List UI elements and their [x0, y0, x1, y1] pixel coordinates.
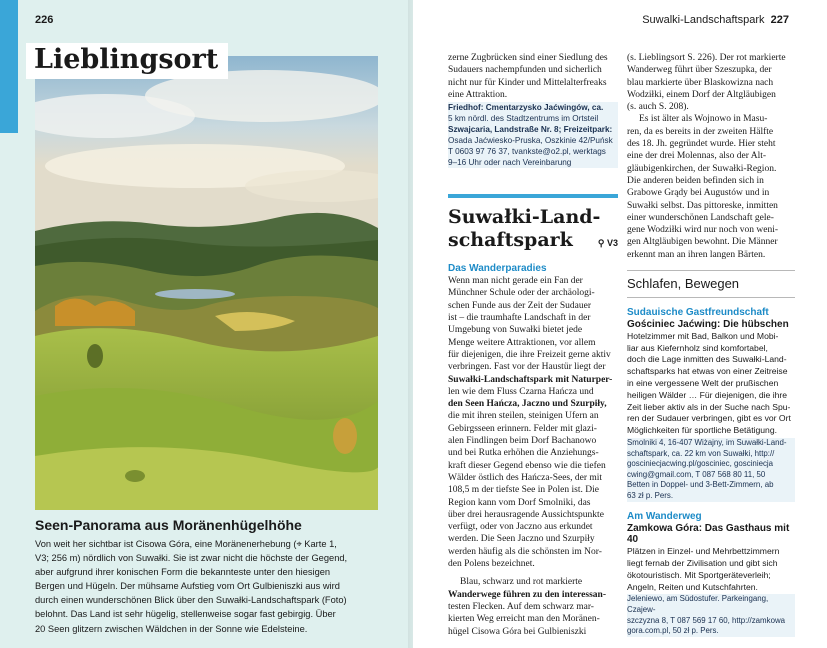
- column-2: [627, 52, 795, 637]
- column-1: [448, 52, 618, 638]
- text-line: hügel Cisowa Góra bei Gulbieniszki: [448, 626, 587, 637]
- info-line: schaftspark, ca. 22 km von Suwałki, http://: [627, 448, 775, 458]
- wanderweg-heading: Am Wanderweg: [627, 510, 702, 522]
- left-page-number: 226: [35, 14, 54, 26]
- info-line: 63 zł p. Pers.: [627, 490, 674, 500]
- text-line: einer wunderschönen Landschaft gele-: [627, 212, 774, 223]
- hill-landscape-image: [35, 56, 378, 510]
- gosciniec-info: [627, 438, 795, 502]
- text-line: Suwałki selbst. Das pittoreske, inmitten: [627, 200, 778, 211]
- text-line: liegt fernab der Zivilisation und gibt sich: [627, 557, 778, 568]
- text-line: Die anderen beiden befinden sich in: [627, 175, 764, 186]
- text-line: Wälder östlich des Hańcza-Sees, der mit: [448, 472, 603, 483]
- text-line: ökotouristisch. Mit Sportgeräteverleih;: [627, 569, 771, 580]
- text-line: Grabowe Grądy bei Augustów und in: [627, 188, 770, 199]
- text-line: Menge weitere Attraktionen, vor allem: [448, 337, 596, 348]
- text-line: Hotelzimmer mit Bad, Balkon und Mobi-: [627, 330, 779, 341]
- wanderwege-body-cont: [448, 589, 618, 638]
- text-line: kierten Weg erreicht man den Moränen-: [448, 614, 600, 625]
- intro-text: [448, 52, 618, 101]
- text-line: gene Wodziłki wird nur noch von weni-: [627, 225, 779, 236]
- text-line: gläubigenkirchen, der Suwałki-Region.: [627, 163, 777, 174]
- info-line: Jeleniewo, am Südostufer. Parkeingang, Czajew-: [627, 594, 769, 614]
- text-line: eine der drei Molennas, also der Alt-: [627, 151, 767, 162]
- text-line: testen Flecken. Auf dem schwarz mar-: [448, 601, 594, 612]
- section-rule: [448, 194, 618, 198]
- info-line: T 0603 97 76 37, tvankste@o2.pl, werktags: [448, 147, 606, 157]
- caption-heading: Seen-Panorama aus Moränenhügelhöhe: [35, 517, 302, 533]
- text-line: Gebirgsseen erinnern. Felder mit glazi-: [448, 423, 597, 434]
- text-line: Plätzen in Einzel- und Mehrbettzimmern: [627, 546, 780, 557]
- landscape-photo: [35, 56, 378, 510]
- text-line: (s. auch S. 208).: [627, 102, 689, 113]
- info-line: Szwajcaria, Landstraße Nr. 8; Freizeitpark:: [448, 125, 613, 135]
- text-line: den Polens bezeichnet.: [448, 559, 535, 570]
- text-line: doch die Lage inmitten des Suwałki-Land-: [627, 354, 787, 365]
- text-line: für diejenigen, die ihre Freizeit gerne aktiv: [448, 349, 611, 360]
- section-title-line: schaftspark: [448, 229, 573, 252]
- lieblingsort-title: Lieblingsort: [26, 43, 228, 79]
- text-line: ren, da es bereits in der zweiten Hälfte: [627, 126, 774, 137]
- wanderparadies-body: [448, 275, 618, 570]
- text-line: Wanderweg führt über Szeszupka, der: [627, 65, 772, 76]
- text-line: eine Attraktion.: [448, 89, 508, 100]
- text-line: liar aus Kiefernholz sind komfortabel,: [627, 342, 768, 353]
- text-line: des 18. Jh. gegründet wurde. Hier steht: [627, 139, 776, 150]
- section-divider: [627, 270, 795, 271]
- wodzilki-text: [627, 113, 795, 125]
- info-line: cwing@gmail.com, T 087 568 80 11, 50: [627, 469, 766, 479]
- chapter-tab: [0, 0, 18, 133]
- text-line: Wenn man nicht gerade ein Fan der: [448, 276, 583, 287]
- text-line: len wie dem Fluss Czarna Hańcza und: [448, 386, 594, 397]
- running-head: [642, 14, 789, 26]
- right-page-number: 227: [770, 14, 789, 26]
- text-line: alen Findlingen beim Dorf Bachanowo: [448, 436, 597, 447]
- map-ref-code: V3: [606, 237, 618, 248]
- text-line: in eine vergessene Welt der prußischen: [627, 378, 779, 389]
- zamkowa-info: [627, 594, 795, 636]
- map-pin-icon: ⚲: [597, 237, 605, 248]
- text-line: verfügt, oder von Jaczno aus erkundet: [448, 522, 593, 533]
- text-line: ren der Sudauer verbringen, gibt es vor Ort: [627, 413, 791, 424]
- text-line: werden. Die Seen Jaczno und Szurpiły: [448, 534, 595, 545]
- text-line: Region kann vom Dorf Smolniki, das: [448, 497, 591, 508]
- text-line: Zeit lieber aktiv als in der Suche nach Spu-: [627, 401, 791, 412]
- info-line: Smolniki 4, 16-407 Wiżajny, im Suwałki-Land-: [627, 438, 787, 448]
- text-line: nicht nur für Kinder und Mittelalterfreaks: [448, 77, 607, 88]
- zamkowa-text: [627, 523, 795, 594]
- text-line: Umgebung von Suwałki bietet jede: [448, 325, 583, 336]
- info-line: 5 km nördl. des Stadtzentrums im Ortsteil: [448, 114, 599, 124]
- text-line: kraft dieser Gegend ebenso wie die tiefen: [448, 460, 606, 471]
- text-line: und bei Rutka erhöhen die Anziehungs-: [448, 448, 599, 459]
- text-line: Wanderwege führen zu den interessan-: [448, 589, 606, 600]
- caption-line: 20 Seen glitzern zwischen Wäldchen in der Sonne wie Edelsteine.: [35, 623, 308, 634]
- text-line: verbringen. Fast vor der Haustür liegt der: [448, 362, 606, 373]
- caption-body: [35, 537, 383, 636]
- caption-line: Bergen und Hügeln. Der mühsame Aufstieg vom Ort Gulbieniszki aus wird: [35, 581, 340, 592]
- text-line: schen Funde aus der Zeit der Sudauer: [448, 300, 591, 311]
- text-line: Zamkowa Góra: Das Gasthaus mit 40: [627, 522, 790, 546]
- caption-line: Von weit her sichtbar ist Cisowa Góra, eine Moränenerhebung (⌖ Karte 1,: [35, 539, 337, 549]
- text-line: über drei herausragende Aussichtspunkte: [448, 509, 604, 520]
- text-line: Es ist älter als Wojnowo in Masu-: [639, 114, 768, 125]
- text-line: (s. Lieblingsort S. 226). Der rot markierte: [627, 53, 786, 63]
- info-line: gora.com.pl, 50 zł p. Pers.: [627, 626, 719, 636]
- text-line: Angeln, Reiten und Kutschfahrten.: [627, 581, 758, 592]
- running-head-text: Suwalki-Landschaftspark: [642, 14, 765, 26]
- caption-line: aber aufgrund ihrer konischen Form die bekannteste unter den hiesigen: [35, 567, 331, 578]
- text-line: blau markierte über Blaskowizna nach: [627, 77, 774, 88]
- left-page: [0, 0, 413, 648]
- text-line: zerne Zugbrücken sind einer Siedlung des: [448, 53, 608, 63]
- info-line: 9–16 Uhr oder nach Vereinbarung: [448, 158, 572, 168]
- text-line: Möglichkeiten für sportliche Betätigung.: [627, 425, 777, 436]
- text-line: die mit ihren steilen, steinigen Ufern an: [448, 411, 599, 422]
- info-line: Friedhof: Cmentarzysko Jaćwingów, ca.: [448, 103, 604, 113]
- caption-line: V3; 256 m) nördlich von Suwałki. Sie ist zwar nicht die höchste der Gegend,: [35, 553, 348, 564]
- text-line: Suwałki-Landschaftspark mit Naturper-: [448, 374, 613, 385]
- gosciniec-text: [627, 319, 795, 437]
- text-line: Gościniec Jaćwing: Die hübschen: [627, 319, 789, 331]
- section-divider: [627, 297, 795, 298]
- text-line: 108,5 m der tiefste See in Polen ist. Die: [448, 485, 599, 496]
- text-line: Wodziłki, einem Dorf der Altgläubigen: [627, 89, 776, 100]
- section-heading: [448, 206, 618, 252]
- route-text: [627, 52, 795, 113]
- text-line: werden häufig als die schönsten im Nor-: [448, 546, 602, 557]
- right-page: [413, 0, 827, 648]
- wodzilki-text-cont: [627, 126, 795, 261]
- cemetery-info: [448, 102, 618, 168]
- text-line: Münchner Schule oder der archäologi-: [448, 288, 595, 299]
- text-line: Blau, schwarz und rot markierte: [460, 577, 583, 588]
- text-line: erkennt man an ihren langen Bärten.: [627, 249, 766, 260]
- schlafen-heading: Schlafen, Bewegen: [627, 276, 740, 292]
- wanderparadies-heading: Das Wanderparadies: [448, 263, 547, 275]
- map-reference: [598, 237, 618, 249]
- text-line: schaftsparks hat etwas von einer Zeitreise: [627, 366, 788, 377]
- info-line: gosciniecjacwing.pl/gosciniec, gosciniecja: [627, 459, 774, 469]
- section-title-line: Suwałki-Land-: [448, 206, 601, 229]
- info-line: Betten in Doppel- und 3-Bett-Zimmern, ab: [627, 480, 774, 490]
- info-line: szczyzna 8, T 087 569 17 60, http://zamkowa: [627, 615, 786, 625]
- caption-line: belohnt. Das Land ist sehr hügelig, stellenweise sogar fast gebirgig. Über: [35, 609, 336, 620]
- text-line: Sudauers nachempfunden und sicherlich: [448, 65, 602, 76]
- text-line: heiligen Wälder … Für diejenigen, die ihre: [627, 389, 788, 400]
- text-line: gen Altgläubigen bewohnt. Die Männer: [627, 237, 778, 248]
- text-line: ist – die traumhafte Landschaft in der: [448, 313, 591, 324]
- caption-line: durch einen wunderschönen Blick über den Suwałki-Landschaftspark (Foto): [35, 595, 347, 606]
- sudau-heading: Sudauische Gastfreundschaft: [627, 307, 769, 319]
- info-line: Osada Jaćwiesko-Pruska, Oszkinie 42/Puńsk: [448, 136, 613, 146]
- text-line: den Seen Hańcza, Jaczno und Szurpiły,: [448, 399, 607, 410]
- wanderwege-body: [448, 576, 618, 588]
